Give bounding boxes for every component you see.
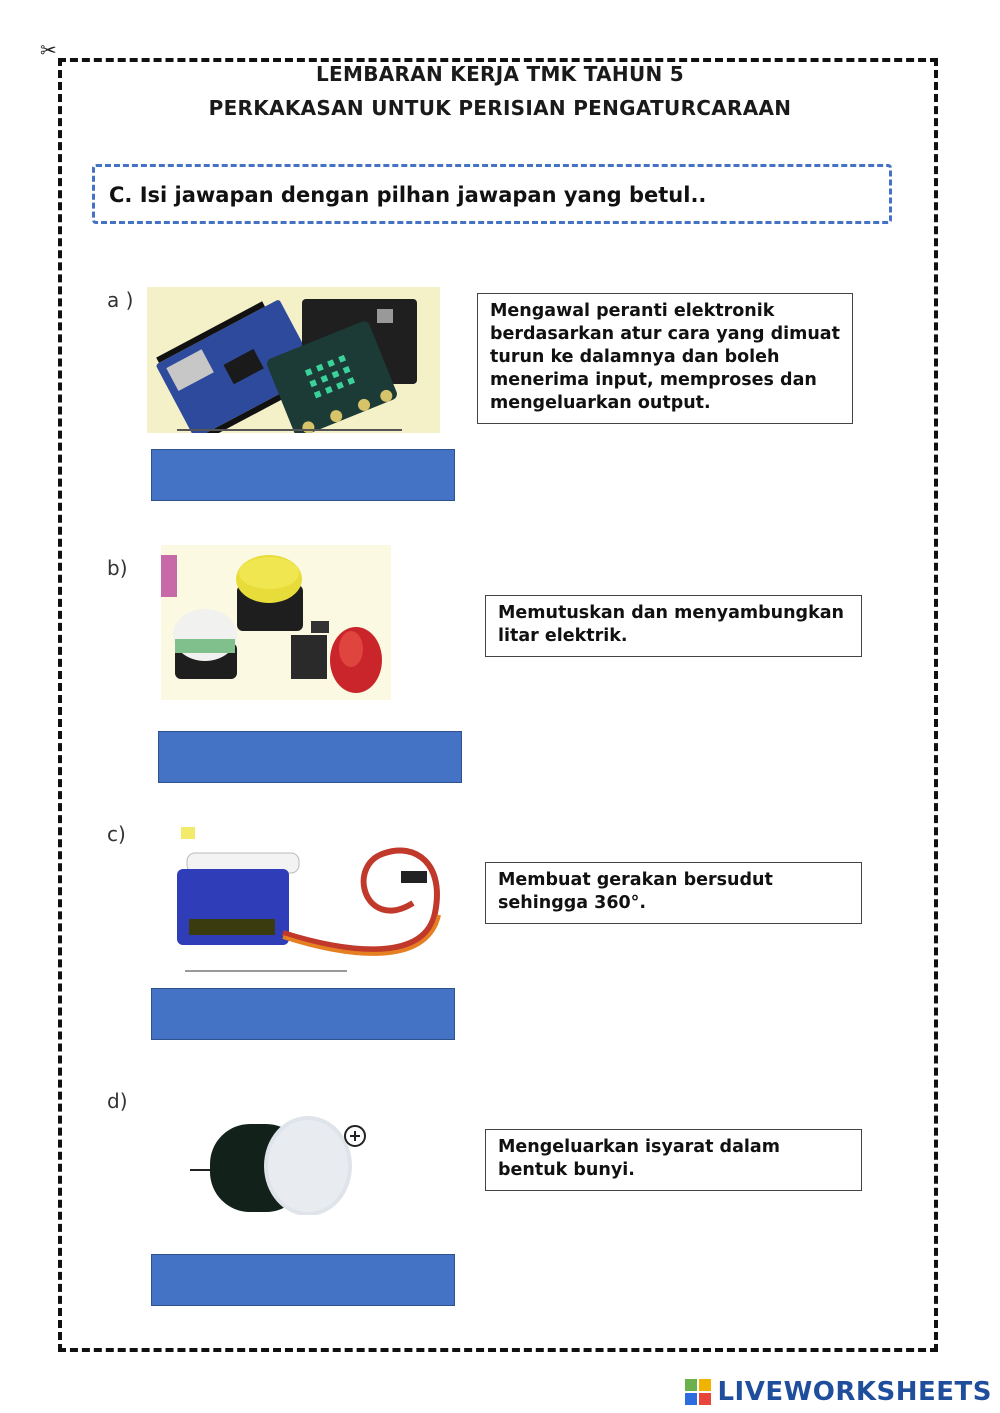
question-label-b: b): [107, 556, 128, 580]
question-label-d: d): [107, 1089, 128, 1113]
worksheet-subtitle: PERKAKASAN UNTUK PERISIAN PENGATURCARAAN: [208, 96, 792, 120]
scissors-icon: ✂: [40, 38, 57, 62]
liveworksheets-logo-icon: [685, 1379, 711, 1405]
push-buttons-image: [161, 545, 391, 700]
instruction-text: C. Isi jawapan dengan pilhan jawapan yang betul..: [109, 183, 707, 207]
microcontroller-boards-image: [147, 287, 440, 433]
description-box-c: Membuat gerakan bersudut sehingga 360°.: [485, 862, 862, 924]
question-label-c: c): [107, 822, 126, 846]
answer-box-a[interactable]: [151, 449, 455, 501]
answer-box-b[interactable]: [158, 731, 462, 783]
answer-box-c[interactable]: [151, 988, 455, 1040]
instruction-box: [92, 164, 892, 224]
buzzer-image: [190, 1110, 390, 1215]
liveworksheets-wordmark: LIVEWORKSHEETS: [717, 1377, 992, 1407]
answer-box-d[interactable]: [151, 1254, 455, 1306]
servo-motor-image: [165, 823, 457, 975]
description-box-d: Mengeluarkan isyarat dalam bentuk bunyi.: [485, 1129, 862, 1191]
description-box-a: Mengawal peranti elektronik berdasarkan atur cara yang dimuat turun ke dalamnya dan boleh menerima input, memproses dan mengeluarkan output.: [477, 293, 853, 424]
liveworksheets-logo: [685, 1377, 992, 1407]
worksheet-title: LEMBARAN KERJA TMK TAHUN 5: [315, 62, 685, 86]
question-label-a: a ): [107, 288, 134, 312]
description-box-b: Memutuskan dan menyambungkan litar elektrik.: [485, 595, 862, 657]
